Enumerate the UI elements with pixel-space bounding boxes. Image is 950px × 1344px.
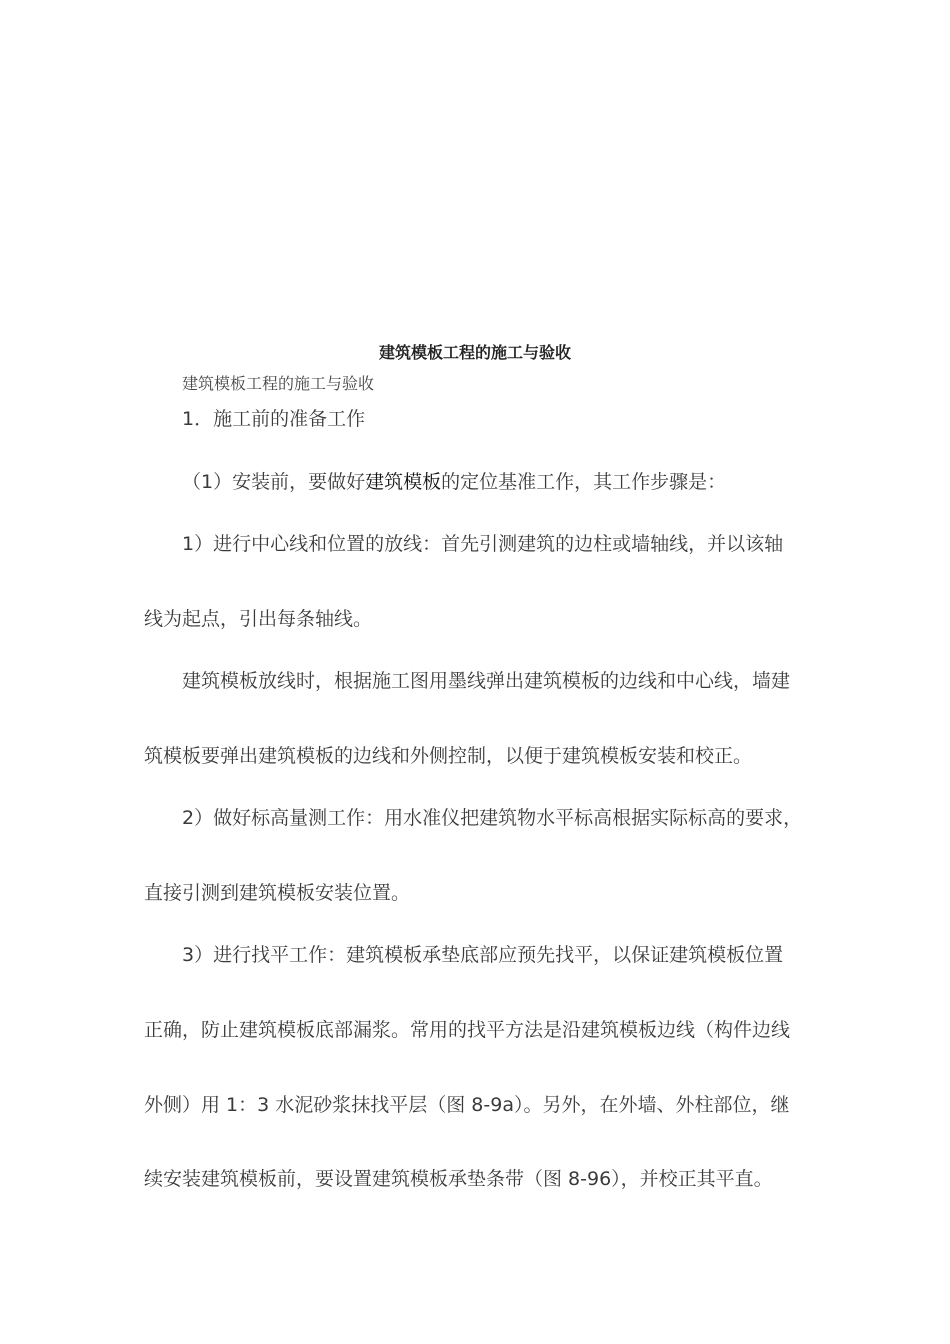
- item-1-prefix: （1）安装前，要做好: [182, 471, 366, 493]
- paragraph-a-line-2: 筑模板要弹出建筑模板的边线和外侧控制，以便于建筑模板安装和校正。: [144, 745, 753, 767]
- step-1-line-2: 线为起点，引出每条轴线。: [144, 608, 373, 630]
- step-3-line-2: 正确，防止建筑模板底部漏浆。常用的找平方法是沿建筑模板边线（构件边线: [144, 1019, 791, 1041]
- item-1: [182, 470, 726, 494]
- step-1-line-1: 1）进行中心线和位置的放线：首先引测建筑的边柱或墙轴线，并以该轴: [182, 533, 784, 555]
- step-3-line-3: 外侧）用 1：3 水泥砂浆抹找平层（图 8-9a）。另外，在外墙、外柱部位，继: [144, 1094, 790, 1116]
- step-3-line-4: 续安装建筑模板前，要设置建筑模板承垫条带（图 8-96），并校正其平直。: [144, 1168, 773, 1190]
- item-1-link[interactable]: 建筑模板: [365, 471, 442, 493]
- paragraph-a-line-1: 建筑模板放线时，根据施工图用墨线弹出建筑模板的边线和中心线，墙建: [182, 670, 791, 692]
- section-heading: 1．施工前的准备工作: [182, 408, 366, 430]
- item-1-suffix: 的定位基准工作，其工作步骤是：: [441, 471, 727, 493]
- step-3-line-1: 3）进行找平工作：建筑模板承垫底部应预先找平，以保证建筑模板位置: [182, 944, 784, 966]
- document-subtitle: 建筑模板工程的施工与验收: [182, 374, 375, 393]
- document-title: 建筑模板工程的施工与验收: [378, 343, 571, 362]
- step-2-line-2: 直接引测到建筑模板安装位置。: [144, 882, 411, 904]
- step-2-line-1: 2）做好标高量测工作：用水准仪把建筑物水平标高根据实际标高的要求，: [182, 807, 803, 829]
